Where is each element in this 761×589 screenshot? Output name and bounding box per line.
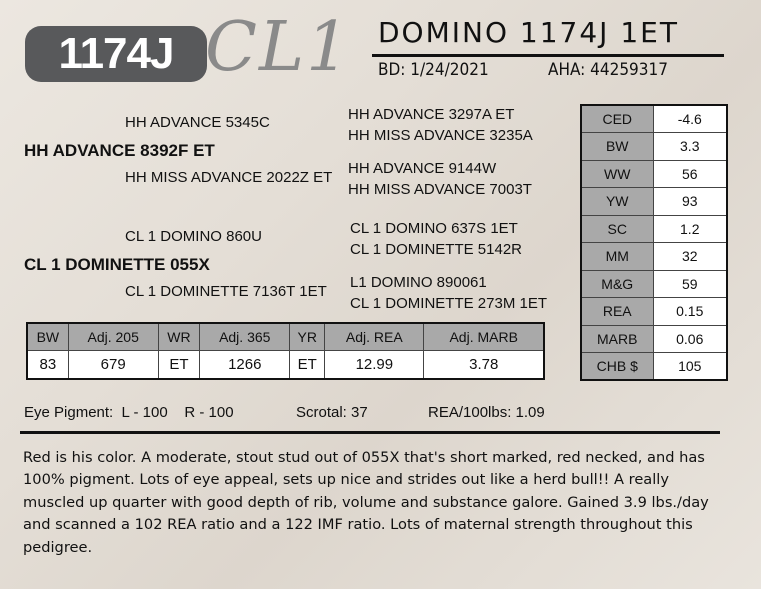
- epd-label: REA: [581, 298, 653, 326]
- performance-table: [26, 322, 545, 380]
- performance-value: 1266: [200, 350, 290, 379]
- eye-pigment: Eye Pigment: L - 100 R - 100: [24, 404, 234, 421]
- pedigree-sire-sire: HH ADVANCE 5345C: [125, 114, 270, 131]
- performance-header: Adj. 365: [200, 323, 290, 350]
- performance-value: 3.78: [424, 350, 544, 379]
- epd-row: [581, 105, 727, 133]
- epd-value: 93: [653, 188, 727, 216]
- performance-header: BW: [27, 323, 68, 350]
- epd-label: CED: [581, 105, 653, 133]
- performance-header: Adj. REA: [325, 323, 424, 350]
- performance-value: ET: [290, 350, 325, 379]
- epd-row: [581, 298, 727, 326]
- epd-value: -4.6: [653, 105, 727, 133]
- epd-row: [581, 243, 727, 271]
- epd-row: [581, 160, 727, 188]
- performance-value: 679: [68, 350, 158, 379]
- pedigree-dam-dam: CL 1 DOMINETTE 7136T 1ET: [125, 283, 327, 300]
- pedigree-sire-dam-sire: HH ADVANCE 9144W: [348, 160, 497, 177]
- pedigree-sire-dam: HH MISS ADVANCE 2022Z ET: [125, 169, 333, 186]
- epd-value: 0.06: [653, 325, 727, 353]
- pedigree-dam: CL 1 DOMINETTE 055X: [24, 255, 210, 274]
- epd-table: [580, 104, 728, 381]
- epd-label: YW: [581, 188, 653, 216]
- description-text: Red is his color. A moderate, stout stud out of 055X that's short marked, red necked, and has 100% pigment. Lots of eye appeal, sets up nice and strides out like a herd bull!! A really muscled up quarter with good depth of rib, volume and substance galore. Gained 3.9 lbs./day and scanned a 102 REA ratio and a 122 IMF ratio. Lots of maternal strength throughout this pedigree.: [23, 449, 709, 556]
- scrotal: Scrotal: 37: [296, 404, 368, 421]
- pedigree-dam-sire: CL 1 DOMINO 860U: [125, 228, 262, 245]
- epd-row: [581, 325, 727, 353]
- aha-number: AHA: 44259317: [548, 60, 668, 80]
- performance-value: 12.99: [325, 350, 424, 379]
- epd-label: CHB $: [581, 353, 653, 381]
- description-divider: [20, 431, 720, 434]
- performance-header-row: [27, 323, 544, 350]
- epd-label: M&G: [581, 270, 653, 298]
- pedigree-dam-dam-sire: L1 DOMINO 890061: [350, 274, 487, 291]
- epd-label: MARB: [581, 325, 653, 353]
- epd-label: MM: [581, 243, 653, 271]
- epd-label: WW: [581, 160, 653, 188]
- pedigree-sire-sire-dam: HH MISS ADVANCE 3235A: [348, 127, 533, 144]
- pedigree-dam-dam-dam: CL 1 DOMINETTE 273M 1ET: [350, 295, 547, 312]
- epd-value: 32: [653, 243, 727, 271]
- epd-value: 56: [653, 160, 727, 188]
- performance-value: 83: [27, 350, 68, 379]
- pedigree-dam-sire-dam: CL 1 DOMINETTE 5142R: [350, 241, 522, 258]
- pedigree-sire-dam-dam: HH MISS ADVANCE 7003T: [348, 181, 532, 198]
- epd-value: 105: [653, 353, 727, 381]
- pedigree-sire-sire-sire: HH ADVANCE 3297A ET: [348, 106, 515, 123]
- name-divider: [372, 54, 724, 57]
- birth-date: BD: 1/24/2021: [378, 60, 489, 80]
- performance-value: ET: [158, 350, 200, 379]
- brand-logo: CL1: [205, 8, 352, 87]
- epd-label: SC: [581, 215, 653, 243]
- epd-row: [581, 353, 727, 381]
- pedigree-sire: HH ADVANCE 8392F ET: [24, 141, 215, 160]
- epd-value: 3.3: [653, 133, 727, 161]
- rea-per-100lbs: REA/100lbs: 1.09: [428, 404, 545, 421]
- performance-header: WR: [158, 323, 200, 350]
- epd-value: 1.2: [653, 215, 727, 243]
- performance-header: Adj. 205: [68, 323, 158, 350]
- epd-row: [581, 188, 727, 216]
- lot-number-badge: 1174J: [25, 26, 207, 82]
- epd-row: [581, 215, 727, 243]
- epd-row: [581, 133, 727, 161]
- epd-value: 59: [653, 270, 727, 298]
- performance-header: Adj. MARB: [424, 323, 544, 350]
- epd-row: [581, 270, 727, 298]
- pedigree-dam-sire-sire: CL 1 DOMINO 637S 1ET: [350, 220, 518, 237]
- performance-value-row: [27, 350, 544, 379]
- animal-name: DOMINO 1174J 1ET: [378, 16, 679, 49]
- epd-value: 0.15: [653, 298, 727, 326]
- epd-label: BW: [581, 133, 653, 161]
- performance-header: YR: [290, 323, 325, 350]
